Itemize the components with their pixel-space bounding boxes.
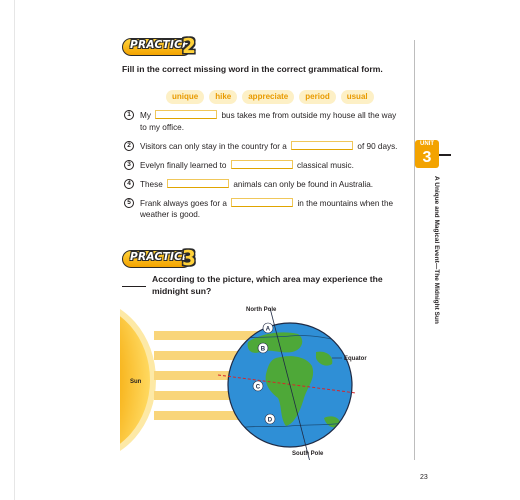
practice-label: PRACTICE <box>130 39 190 51</box>
answer-blank[interactable] <box>231 160 293 169</box>
item-text-before: Evelyn finally learned to <box>140 160 227 170</box>
unit-pointer <box>439 154 451 156</box>
north-pole-label: North Pole <box>246 307 277 313</box>
item-text-after: bus takes me from outside my house all the way to my office. <box>140 111 397 132</box>
exercise-item <box>122 198 402 221</box>
area-b-marker[interactable] <box>258 343 268 353</box>
item-number: 4 <box>124 179 134 189</box>
item-text-after: of 90 days. <box>357 141 398 151</box>
item-number: 5 <box>124 198 134 208</box>
south-pole-label: South Pole <box>292 451 324 457</box>
page-number: 23 <box>420 474 428 481</box>
word-chip: usual <box>341 90 374 104</box>
item-text-before: My <box>140 111 151 120</box>
area-d-label: D <box>267 417 273 424</box>
item-number: 1 <box>124 110 134 120</box>
exercise-list <box>122 110 402 228</box>
word-bank <box>166 86 379 100</box>
item-number: 2 <box>124 141 134 151</box>
item-text-before: Frank always goes for a <box>140 198 227 208</box>
midnight-sun-diagram <box>120 300 410 460</box>
unit-number: 3 <box>415 148 439 168</box>
sun-label: Sun <box>130 379 142 385</box>
word-chip: hike <box>209 90 237 104</box>
practice-number: 3 <box>182 246 196 270</box>
unit-title: A Unique and Magical Event—The Midnight Sun <box>433 176 440 324</box>
item-text-after: animals can only be found in Australia. <box>233 179 374 189</box>
area-d-marker[interactable] <box>265 414 275 424</box>
item-text-after: in the mountains when the weather is good. <box>140 198 394 219</box>
exercise-item <box>122 141 402 153</box>
exercise-item <box>122 160 402 172</box>
margin-divider <box>414 40 415 460</box>
answer-blank[interactable] <box>167 179 229 188</box>
area-a-marker[interactable] <box>263 323 273 333</box>
item-text-after: classical music. <box>297 160 354 170</box>
equator-label: Equator <box>344 356 367 362</box>
area-b-label: B <box>260 346 266 353</box>
area-a-label: A <box>265 326 271 333</box>
item-text-before: These <box>140 179 163 189</box>
page-edge <box>14 0 15 500</box>
answer-line[interactable] <box>122 286 146 287</box>
answer-blank[interactable] <box>231 198 293 207</box>
practice-label: PRACTICE <box>130 251 190 263</box>
question: According to the picture, which area may experience the midnight sun? <box>152 274 383 296</box>
area-c-marker[interactable] <box>253 381 263 391</box>
exercise-item <box>122 110 402 133</box>
word-chip: appreciate <box>242 90 294 104</box>
unit-label: UNIT <box>415 140 439 148</box>
item-number: 3 <box>124 160 134 170</box>
item-text-before: Visitors can only stay in the country for a <box>140 141 287 151</box>
instruction: Fill in the correct missing word in the correct grammatical form. <box>122 64 383 74</box>
exercise-item <box>122 179 402 191</box>
earth-globe <box>218 308 356 460</box>
answer-blank[interactable] <box>291 141 353 150</box>
word-chip: unique <box>166 90 204 104</box>
answer-blank[interactable] <box>155 110 217 119</box>
practice-number: 2 <box>182 34 196 58</box>
word-chip: period <box>299 90 335 104</box>
area-c-label: C <box>255 384 261 391</box>
